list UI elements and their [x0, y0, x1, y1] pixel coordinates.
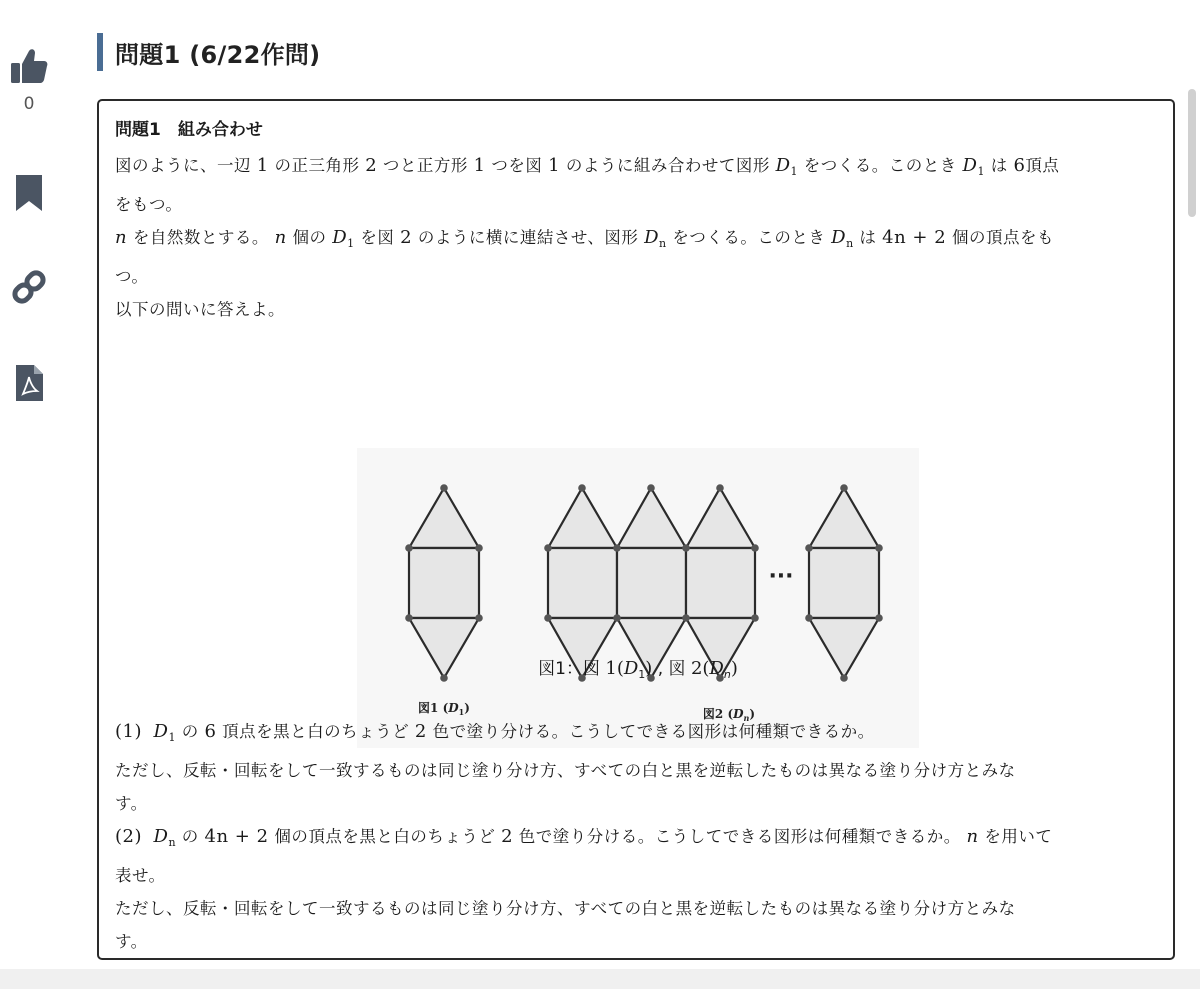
fig1-label: 図1 $(D_1)$	[418, 701, 470, 717]
sidebar	[0, 0, 60, 989]
q1-label: (1)	[115, 721, 142, 742]
vertex	[840, 484, 848, 492]
math-d1: $D_1$	[962, 155, 985, 178]
figure-diagram	[357, 448, 919, 748]
text: をつくる。このとき	[803, 156, 957, 175]
math-one: 1	[548, 155, 561, 176]
text: 個の頂点をも	[951, 228, 1054, 247]
math-n: n	[274, 227, 287, 248]
vertex	[682, 614, 690, 622]
text: の正三角形	[274, 156, 360, 175]
problem-paragraph-2	[115, 221, 1155, 293]
vertex	[805, 544, 813, 552]
text: をつくる。このとき	[672, 228, 826, 247]
dn-last-square	[809, 548, 879, 618]
vertex	[682, 544, 690, 552]
question-1: (1) $D_1$ の 6 頂点を黒と白のちょうど 2 色で塗り分ける。こうしてできる図形は何種類できるか。 ただし、反転・回転をして一致するものは同じ塗り分け方、すべての白と黒を逆転したものは異なる塗り分け方とみな す。	[115, 721, 1016, 813]
vertex	[875, 544, 883, 552]
math-six: 6	[1013, 155, 1026, 176]
text: は	[990, 156, 1008, 175]
like-count: 0	[23, 94, 35, 114]
math-dn: $D_n$	[644, 227, 667, 250]
d1-top-triangle	[409, 488, 479, 548]
dn-last-top-triangle	[809, 488, 879, 548]
math-one: 1	[256, 155, 269, 176]
text: は	[859, 228, 877, 247]
vertex	[440, 484, 448, 492]
figure-ellipsis: ···	[768, 564, 794, 589]
text: つ。	[115, 267, 149, 286]
pdf-file-icon	[14, 364, 44, 402]
vertex	[647, 484, 655, 492]
scrollbar-thumb[interactable]	[1188, 89, 1196, 217]
math-vertex-count: 4n + 2	[882, 227, 947, 248]
vertex	[805, 614, 813, 622]
vertex	[578, 484, 586, 492]
math-dn: $D_n$	[153, 826, 177, 849]
math-n: n	[115, 227, 128, 248]
text: のように横に連結させ、図形	[417, 228, 639, 247]
dn-square	[617, 548, 686, 618]
vertex	[475, 614, 483, 622]
text: 頂点	[1025, 156, 1060, 175]
vertex	[613, 544, 621, 552]
math-two: 2	[365, 155, 378, 176]
text: つを図	[491, 156, 543, 175]
problem-card	[97, 99, 1175, 960]
dn-square	[686, 548, 755, 618]
dn-top-triangle	[686, 488, 755, 548]
link-icon	[10, 268, 48, 306]
q2-note: ただし、反転・回転をして一致するものは同じ塗り分け方、すべての白と黒を逆転したものは異なる塗り分け方とみな	[115, 899, 1016, 918]
thumbs-up-icon	[10, 47, 48, 85]
question-2: (2) $D_n$ の 4n + 2 個の頂点を黒と白のちょうど 2 色で塗り分ける。こうしてできる図形は何種類できるか。 n を用いて 表せ。 ただし、反転・回転をして一致するものは同じ塗り分け方、すべての白と黒を逆転したものは異なる塗り分け方とみな す。	[115, 826, 1053, 951]
figure-caption: 図1：図 $1(D_1)$ , 図 $2(D_n)$	[538, 658, 738, 681]
dn-square	[548, 548, 617, 618]
fig2-label: 図2 $(D_n)$	[702, 707, 756, 723]
pdf-download-button[interactable]	[10, 364, 48, 402]
dn-top-triangle	[617, 488, 686, 548]
problem-paragraph-3: 以下の問いに答えよ。	[115, 300, 285, 319]
text: を図	[360, 228, 395, 247]
text: をもつ。	[115, 195, 183, 214]
vertex	[544, 614, 552, 622]
vertex	[475, 544, 483, 552]
title-accent-bar	[97, 33, 103, 71]
vertex	[875, 614, 883, 622]
text: のように組み合わせて図形	[565, 156, 770, 175]
math-two: 2	[400, 227, 413, 248]
page-title: 問題1 (6/22作問)	[115, 40, 321, 69]
text: 図のように、一辺	[115, 156, 251, 175]
questions	[115, 715, 1155, 958]
text: を自然数とする。	[132, 228, 269, 247]
d1-square	[409, 548, 479, 618]
page-header	[97, 33, 320, 71]
q1-note: ただし、反転・回転をして一致するものは同じ塗り分け方、すべての白と黒を逆転したものは異なる塗り分け方とみな	[115, 761, 1016, 780]
bookmark-icon	[14, 174, 44, 212]
vertex	[751, 544, 759, 552]
problem-heading: 問題1 組み合わせ	[115, 120, 263, 140]
copy-link-button[interactable]	[10, 268, 48, 306]
problem-paragraph-1	[115, 149, 1155, 221]
vertex	[405, 614, 413, 622]
q2-label: (2)	[115, 826, 142, 847]
math-d1: $D_1$	[153, 721, 176, 744]
vertex	[613, 614, 621, 622]
vertex	[405, 544, 413, 552]
figure	[357, 448, 919, 748]
vertex	[716, 484, 724, 492]
vertex	[751, 614, 759, 622]
text: つと正方形	[382, 156, 468, 175]
vertex	[544, 544, 552, 552]
like-button[interactable]	[10, 47, 48, 85]
math-d1: $D_1$	[332, 227, 355, 250]
math-one: 1	[473, 155, 486, 176]
math-d1: $D_1$	[775, 155, 798, 178]
page-bottom	[0, 969, 1200, 989]
text: 個の	[292, 228, 327, 247]
bookmark-button[interactable]	[10, 174, 48, 212]
math-dn: $D_n$	[831, 227, 854, 250]
dn-top-triangle	[548, 488, 617, 548]
